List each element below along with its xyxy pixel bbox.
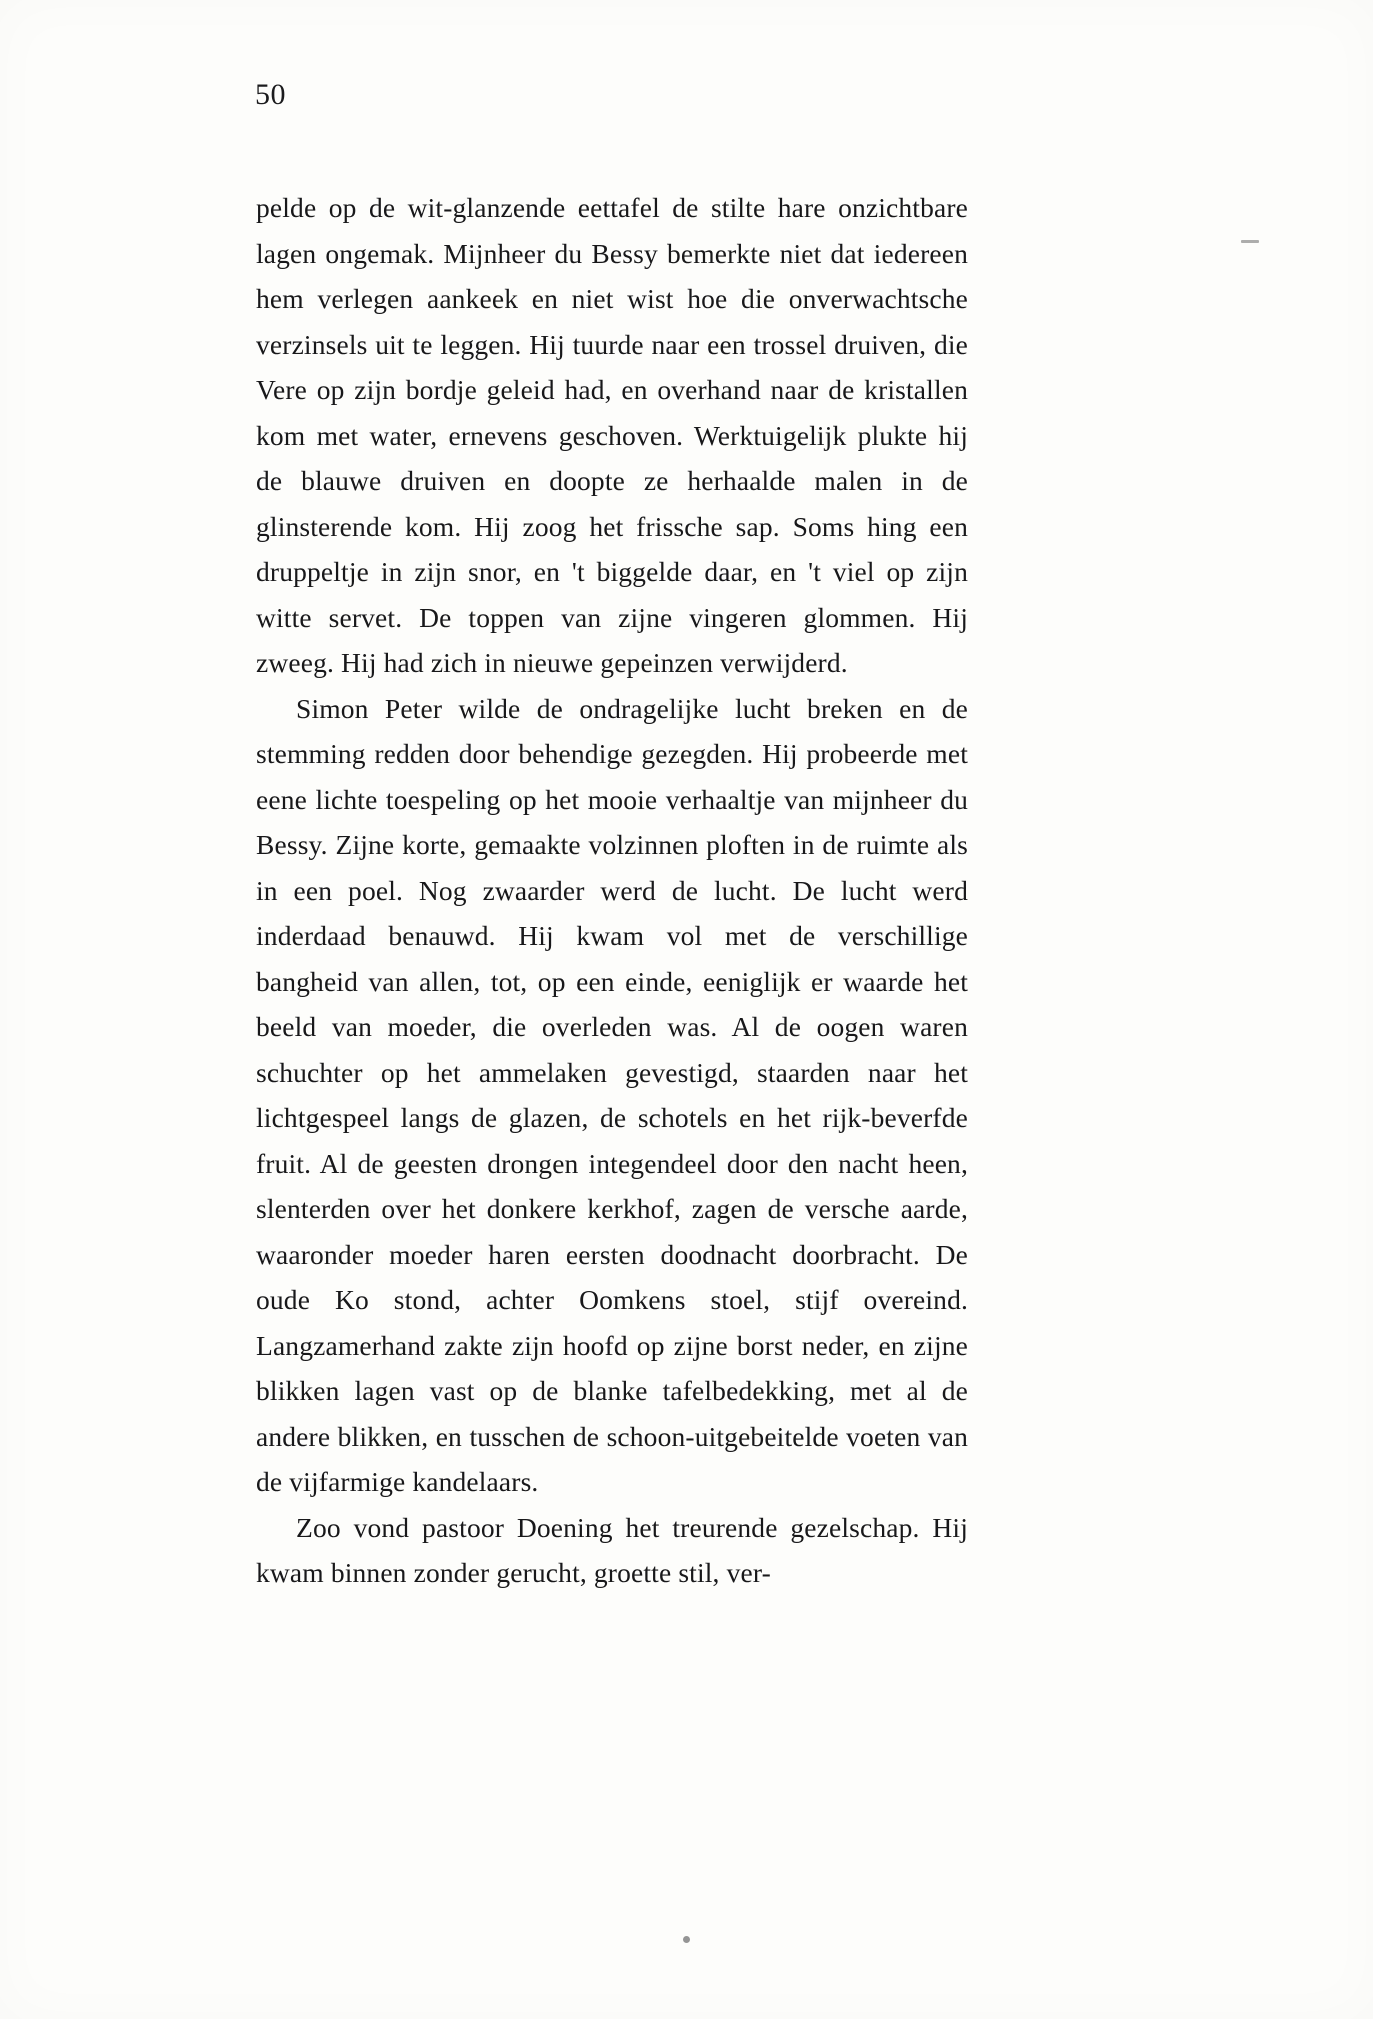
- page-number: 50: [255, 78, 286, 111]
- paragraph-simon-peter: Simon Peter wilde de ondragelijke lucht breken en de stemming redden door behendige gezegden. Hij probeerde met eene lichte toespeling op het mooie verhaaltje van mijnheer du Bessy. Zijne korte, gemaakte volzinnen ploften in de ruimte als in een poel. Nog zwaarder werd de lucht. De lucht werd inderdaad benauwd. Hij kwam vol met de verschillige bangheid van allen, tot, op een einde, eeniglijk er waarde het beeld van moeder, die overleden was. Al de oogen waren schuchter op het ammelaken gevestigd, staarden naar het lichtgespeel langs de glazen, de schotels en het rijk-beverfde fruit. Al de geesten drongen integendeel door den nacht heen, slenterden over het donkere kerkhof, zagen de versche aarde, waaronder moeder haren eersten doodnacht doorbracht. De oude Ko stond, achter Oomkens stoel, stijf overeind. Langzamerhand zakte zijn hoofd op zijne borst neder, en zijne blikken lagen vast op de blanke tafelbedekking, met al de andere blikken, en tusschen de schoon-uitgebeitelde voeten van de vijfarmige kandelaars.: [256, 692, 968, 1497]
- paragraph-pastoor: Zoo vond pastoor Doening het treurende gezelschap. Hij kwam binnen zonder gerucht, groette stil, ver-: [256, 1511, 968, 1588]
- paragraph-continued: pelde op de wit-glanzende eettafel de stilte hare onzichtbare lagen ongemak. Mijnheer du Bessy bemerkte niet dat iedereen hem verlegen aankeek en niet wist hoe die onverwachtsche verzinsels uit te leggen. Hij tuurde naar een trossel druiven, die Vere op zijn bordje geleid had, en overhand naar de kristallen kom met water, ernevens geschoven. Werktuigelijk plukte hij de blauwe druiven en doopte ze herhaalde malen in de glinsterende kom. Hij zoog het frissche sap. Soms hing een druppeltje in zijn snor, en 't biggelde daar, en 't viel op zijn witte servet. De toppen van zijne vingeren glommen. Hij zweeg. Hij had zich in nieuwe gepeinzen verwijderd.: [256, 192, 968, 678]
- scan-artifact-dot: [683, 1936, 690, 1943]
- scan-artifact-mark: [1241, 240, 1259, 243]
- body-text-column: [256, 185, 968, 1596]
